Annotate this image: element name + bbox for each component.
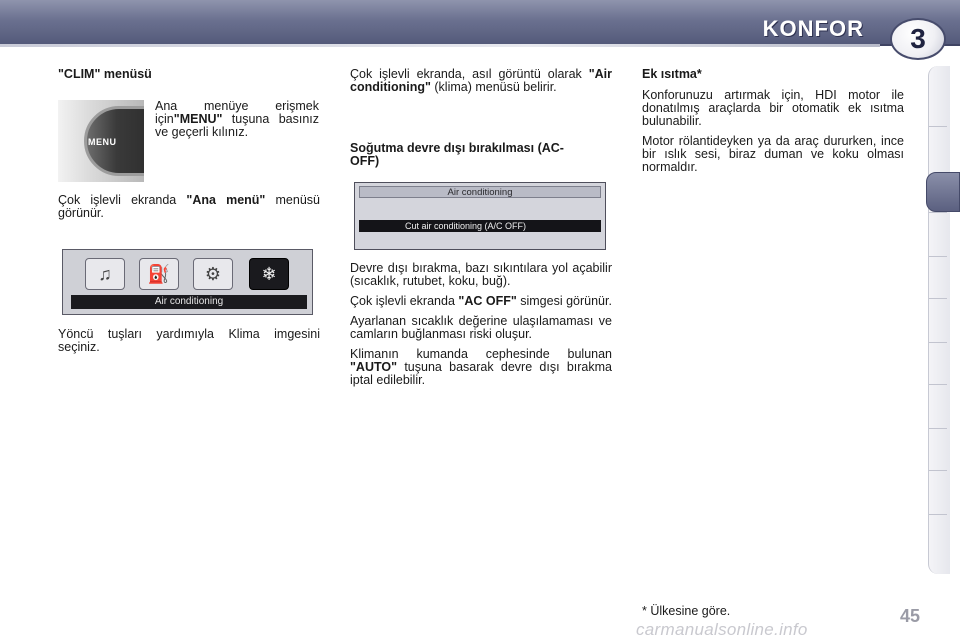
tab-divider — [929, 342, 947, 343]
column-extra-heating — [642, 68, 904, 181]
text: Çok işlevli ekranda — [58, 193, 187, 207]
tab-divider — [929, 212, 947, 213]
chapter-tab-rail — [928, 66, 950, 574]
ac-off-heading-block — [350, 142, 590, 168]
paragraph — [155, 100, 319, 139]
paragraph: Yöncü tuşları yardımıyla Klima imgesini seçiniz. — [58, 327, 320, 354]
text: tuşuna basınız ve geçerli kılınız. — [155, 112, 319, 139]
text: (klima) menüsü belirir. — [430, 80, 557, 94]
paragraph — [350, 348, 612, 387]
tab-divider — [929, 470, 947, 471]
chapter-number-badge: 3 — [890, 18, 946, 60]
column-clim-menu — [58, 68, 320, 81]
paragraph: Konforunuzu artırmak için, HDI motor ile donatılmış araçlarda bir otomatik ek ısıtma bulunabilir. — [642, 88, 904, 128]
tab-divider — [929, 298, 947, 299]
column-ac-off-body — [350, 262, 612, 394]
menu-button-label: MENU — [88, 137, 117, 147]
watermark: carmanualsonline.info — [636, 620, 808, 639]
tab-divider — [929, 514, 947, 515]
tab-divider — [929, 126, 947, 127]
bold-term: "AUTO" — [350, 360, 398, 374]
bold-term: "AC OFF" — [458, 294, 517, 308]
tab-divider — [929, 428, 947, 429]
settings-sliders-icon: ⚙ — [193, 258, 233, 290]
text: Klimanın kumanda cephesinde bulunan — [350, 347, 612, 361]
screen-option-ac-off: Cut air conditioning (A/C OFF) — [359, 220, 601, 232]
tab-divider — [929, 384, 947, 385]
section-heading-ac-off: Soğutma devre dışı bırakılması (AC-OFF) — [350, 141, 564, 168]
arrow-keys-note — [58, 328, 320, 361]
bold-term: "MENU" — [173, 112, 223, 126]
chapter-tab-active[interactable] — [926, 172, 960, 212]
air-conditioning-icon: ❄ — [249, 258, 289, 290]
bold-term: "Ana menü" — [186, 193, 266, 207]
paragraph — [58, 194, 320, 220]
audio-icon: ♫ — [85, 258, 125, 290]
screen-title: Air conditioning — [359, 186, 601, 198]
footnote: * Ülkesine göre. — [642, 604, 731, 618]
main-menu-note — [58, 194, 320, 227]
header-divider — [0, 44, 880, 47]
section-heading-clim: "CLIM" menüsü — [58, 67, 152, 81]
paragraph: Ayarlanan sıcaklık değerine ulaşılamaması ve camların buğlanması riski oluşur. — [350, 314, 612, 341]
paragraph — [350, 295, 612, 308]
text: menüsü görünür. — [58, 193, 320, 220]
bold-term: "Air conditioning" — [350, 67, 612, 94]
paragraph: Devre dışı bırakma, bazı sıkıntılara yol açabilir (sıcaklık, rutubet, koku, buğ). — [350, 261, 612, 288]
chapter-title: KONFOR — [762, 16, 864, 41]
menu-instruction — [155, 100, 319, 146]
main-menu-screen — [62, 249, 313, 315]
trip-computer-icon: ⛽ — [139, 258, 179, 290]
menu-button-photo — [58, 100, 144, 182]
paragraph — [350, 68, 612, 94]
paragraph: Motor rölantideyken ya da araç dururken, ince bir ıslık sesi, biraz duman ve koku olması normaldır. — [642, 134, 904, 174]
column-ac-off-intro — [350, 68, 612, 101]
text: Çok işlevli ekranda — [350, 294, 459, 308]
text: simgesi görünür. — [516, 294, 612, 308]
text: tuşuna basarak devre dışı bırakma iptal edilebilir. — [350, 360, 612, 387]
tab-divider — [929, 256, 947, 257]
page-number: 45 — [900, 606, 921, 626]
section-heading-extra-heating: Ek ısıtma* — [642, 67, 702, 81]
text: Ana menüye erişmek için — [155, 99, 319, 126]
text: Çok işlevli ekranda, asıl görüntü olarak — [350, 67, 589, 81]
ac-menu-screen — [354, 182, 606, 250]
screen-selection-label: Air conditioning — [71, 295, 307, 309]
